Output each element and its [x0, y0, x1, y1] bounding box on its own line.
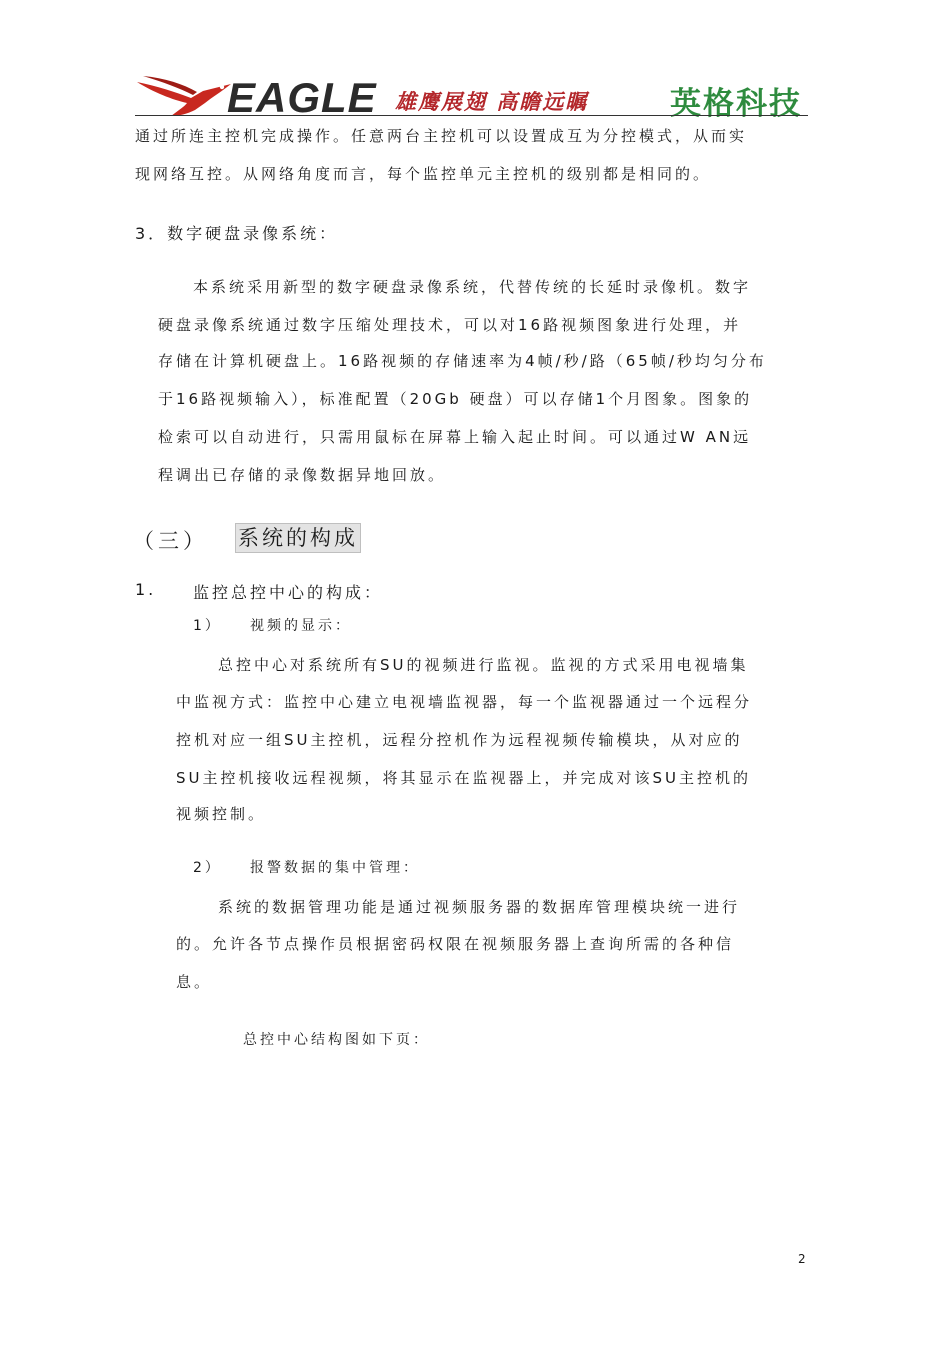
paragraph-line: 息。 — [176, 973, 213, 991]
item-number: 2） — [193, 860, 222, 876]
subheading-digital-recording: 3．数字硬盘录像系统： — [135, 224, 339, 243]
paragraph-line: 硬盘录像系统通过数字压缩处理技术，可以对16路视频图象进行处理，并 — [158, 316, 742, 334]
paragraph-line: 程调出已存储的录像数据异地回放。 — [158, 466, 447, 484]
paragraph-line: 总控中心对系统所有SU的视频进行监视。监视的方式采用电视墙集 — [218, 656, 749, 674]
eagle-bird-icon — [137, 76, 231, 116]
paragraph-line: 现网络互控。从网络角度而言，每个监控单元主控机的级别都是相同的。 — [135, 165, 712, 183]
item-title: 视频的显示： — [250, 618, 352, 634]
eagle-logo — [135, 70, 390, 118]
page-number: 2 — [798, 1252, 806, 1266]
item-number: 1） — [193, 618, 222, 634]
header-slogan: 雄鹰展翅 高瞻远瞩 — [395, 89, 589, 114]
paragraph-line: SU主控机接收远程视频，将其显示在监视器上，并完成对该SU主控机的 — [176, 769, 752, 787]
item-title: 报警数据的集中管理： — [250, 860, 420, 876]
header-company-name: 英格科技 — [670, 86, 802, 122]
paragraph-line: 控机对应一组SU主控机，远程分控机作为远程视频传输模块，从对应的 — [176, 731, 743, 749]
paragraph-line: 视频控制。 — [176, 805, 267, 823]
figure-reference: 总控中心结构图如下页： — [243, 1032, 430, 1048]
paragraph-line: 检索可以自动进行，只需用鼠标在屏幕上输入起止时间。可以通过W AN远 — [158, 428, 752, 446]
paragraph-line: 系统的数据管理功能是通过视频服务器的数据库管理模块统一进行 — [218, 898, 741, 916]
paragraph-line: 的。允许各节点操作员根据密码权限在视频服务器上查询所需的各种信 — [176, 935, 735, 953]
subsection-number: 1. — [135, 580, 157, 599]
paragraph-line: 存储在计算机硬盘上。16路视频的存储速率为4帧/秒/路（65帧/秒均匀分布 — [158, 352, 767, 370]
paragraph-line: 通过所连主控机完成操作。任意两台主控机可以设置成互为分控模式，从而实 — [135, 127, 748, 145]
paragraph-line: 中监视方式：监控中心建立电视墙监视器，每一个监视器通过一个远程分 — [176, 693, 753, 711]
subsection-title: 监控总控中心的构成： — [193, 583, 384, 602]
section-title: 系统的构成 — [235, 523, 361, 553]
logo-wordmark: EAGLE — [227, 74, 377, 118]
section-number: （三） — [133, 529, 208, 553]
paragraph-line: 本系统采用新型的数字硬盘录像系统，代替传统的长延时录像机。数字 — [193, 278, 752, 296]
header-divider — [135, 115, 808, 116]
paragraph-line: 于16路视频输入），标准配置（20Gb 硬盘）可以存储1个月图象。图象的 — [158, 390, 753, 408]
